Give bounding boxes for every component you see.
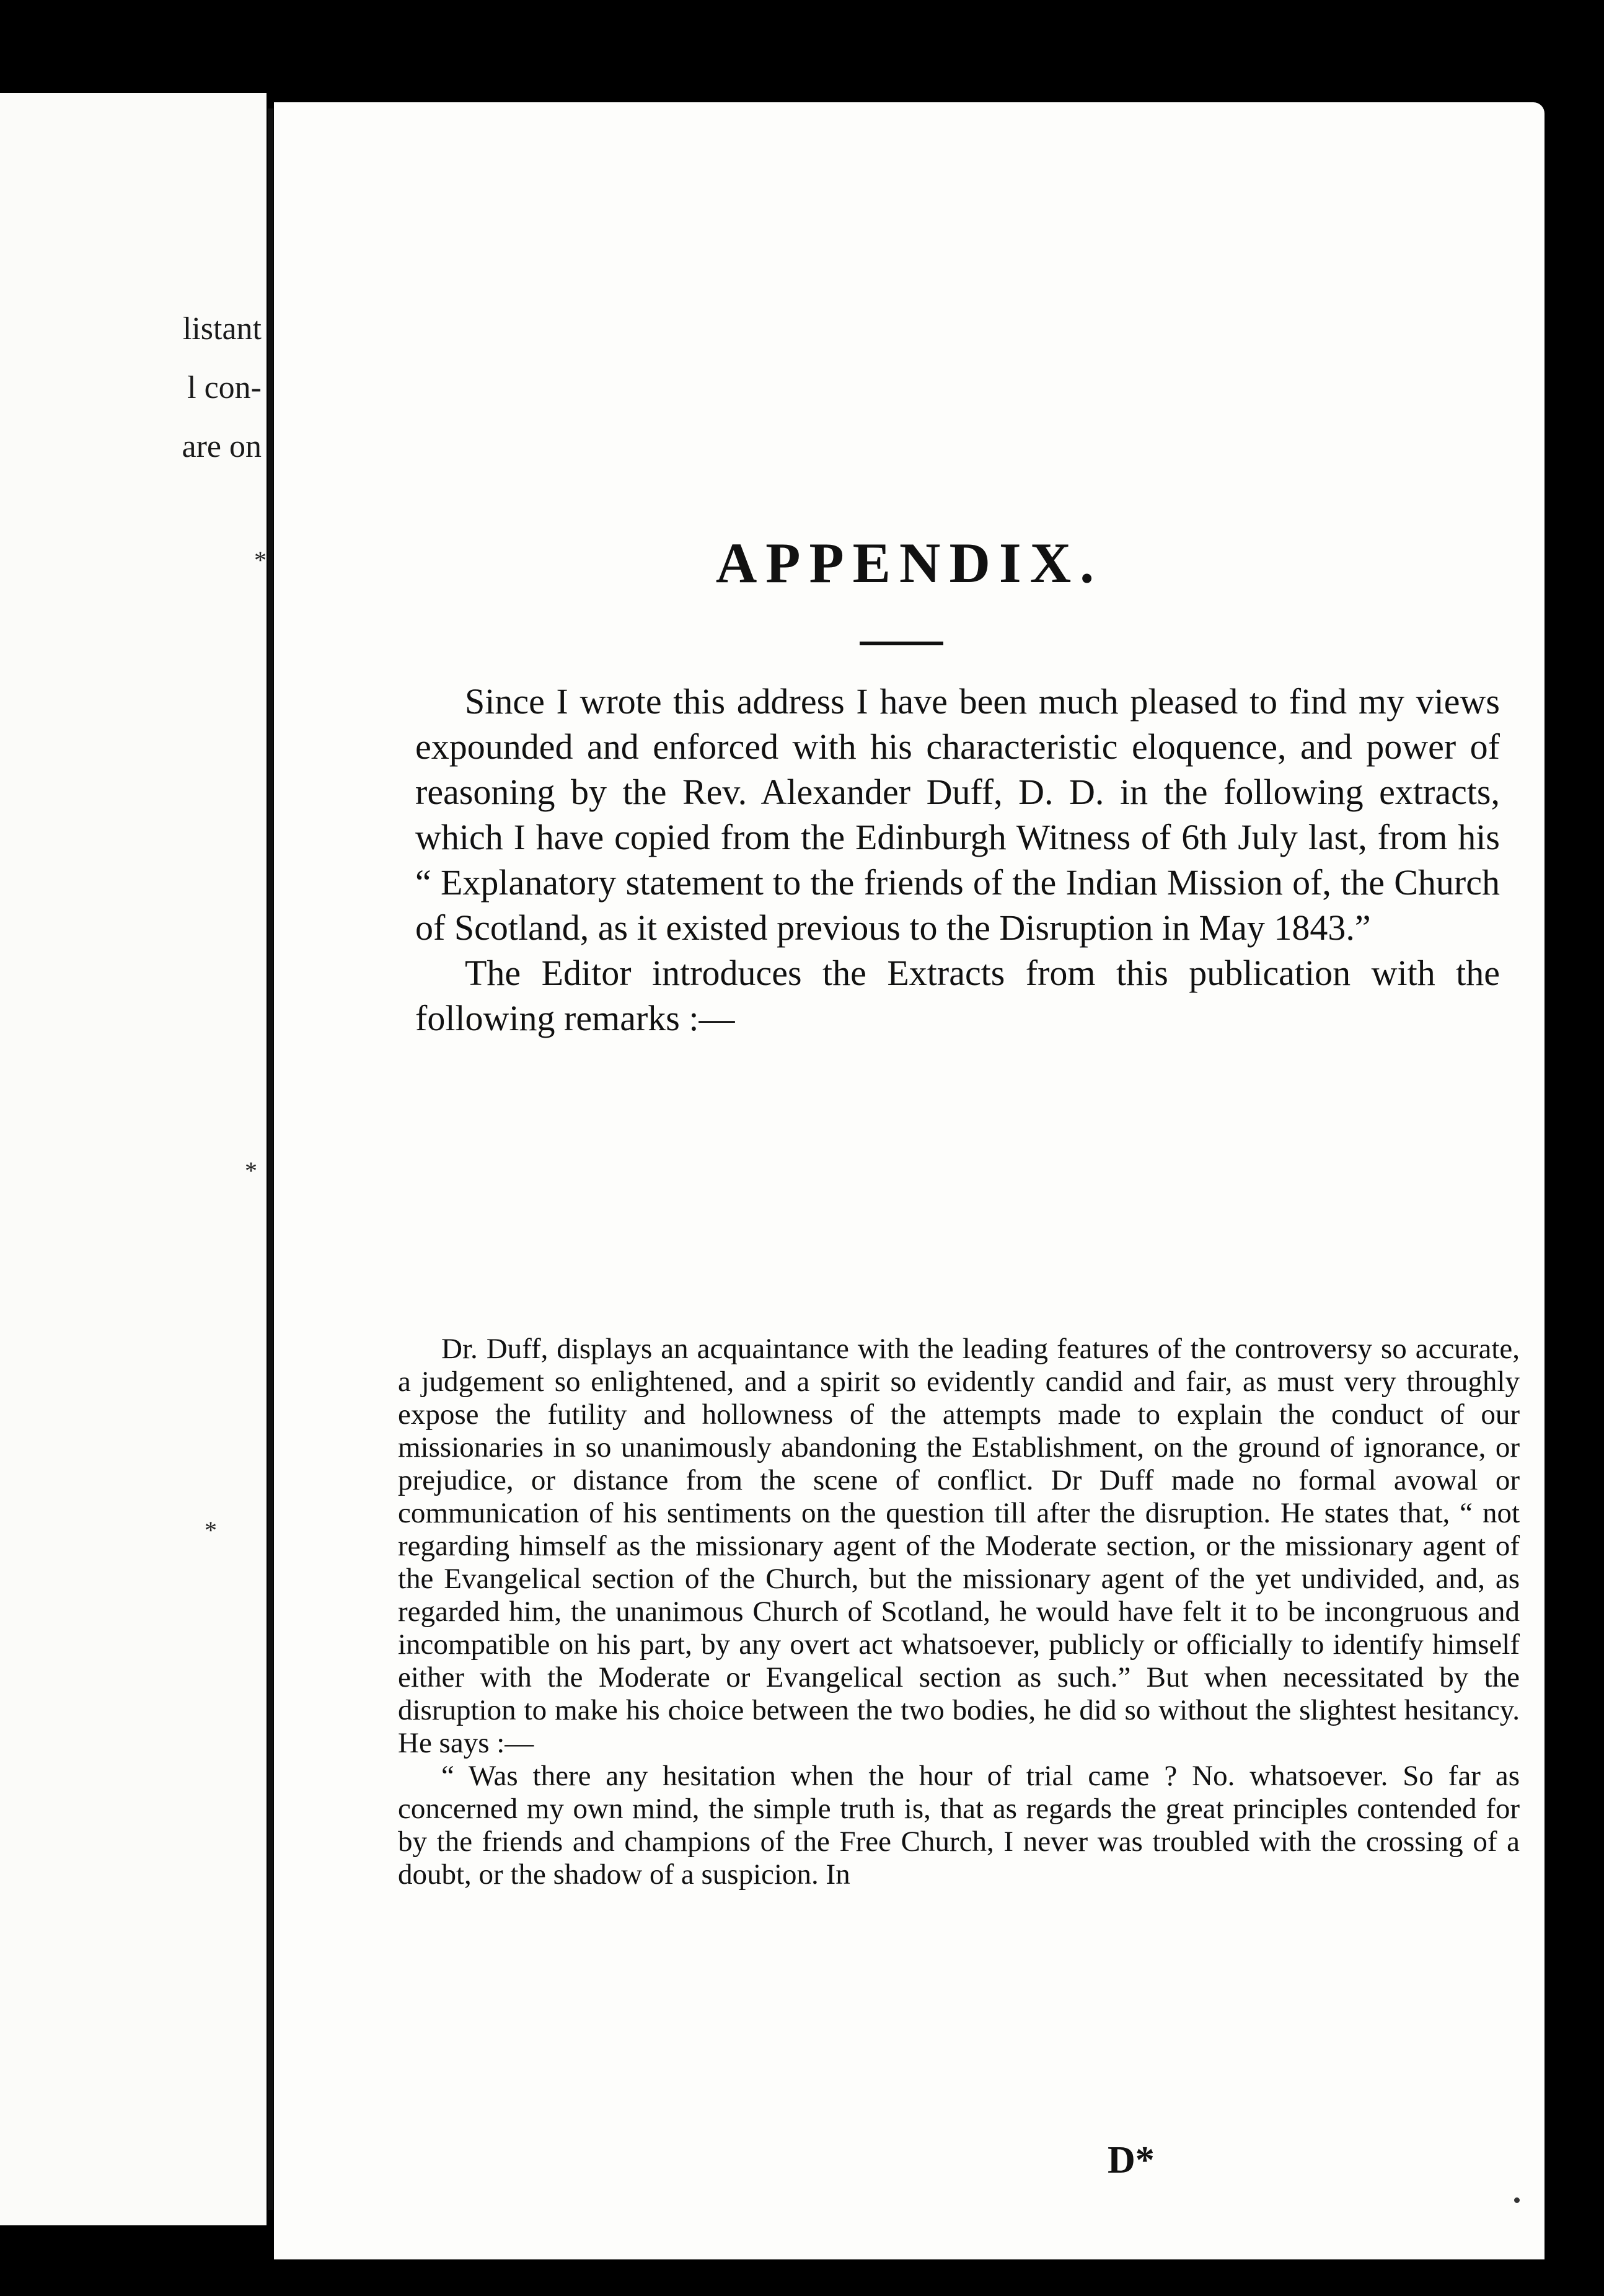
left-page-fragment: listant	[182, 311, 262, 347]
book-gutter	[268, 108, 273, 2210]
left-page	[0, 93, 267, 2225]
title-divider	[860, 642, 943, 645]
paragraph: The Editor introduces the Extracts from this publication with the following remarks :—	[415, 953, 1500, 1038]
gutter-mark: *	[245, 1157, 257, 1185]
page-title: APPENDIX.	[715, 531, 1103, 594]
quoted-extract	[398, 1333, 1520, 1891]
paper-speck	[1514, 2197, 1520, 2203]
signature-mark: D*	[1108, 2139, 1155, 2181]
gutter-mark: *	[254, 546, 267, 574]
paragraph: Since I wrote this address I have been much pleased to find my views expounded and enforced with his characteristic eloquence, and power of reasoning by the Rev. Alexander Duff, D. D. in the following extracts, which I have copied from the Edinburgh Witness of 6th July last, from his “ Explanatory statement to the friends of the Indian Mission of, the Church of Scotland, as it existed previous to the Disruption in May 1843.”	[415, 681, 1500, 948]
quote-paragraph: “ Was there any hesitation when the hour of trial came ? No. whatsoever. So far as concerned my own mind, the simple truth is, that as regards the great principles contended for by the friends and champions of the Free Church, I never was troubled with the crossing of a doubt, or the shadow of a suspicion. In	[398, 1760, 1520, 1891]
quote-paragraph: Dr. Duff, displays an acquaintance with the leading features of the controversy so accurate, a judgement so enlightened, and a spirit so evidently candid and fair, as must very throughly expose the futility and hollowness of the attempts made to explain the conduct of our missionaries in so unanimously abandoning the Establishment, on the ground of ignorance, or prejudice, or distance from the scene of conflict. Dr Duff made no formal avowal or communication of his sentiments on the question till after the disruption. He states that, “ not regarding himself as the missionary agent of the Moderate section, or the missionary agent of the Evangelical section of the Church, but the missionary agent of the yet undivided, and, as regarded him, the unanimous Church of Scotland, he would have felt it to be incongruous and incompatible on his part, by any overt act whatsoever, publicly or officially to identify himself either with the Moderate or Evangelical section as such.” But when necessitated by the disruption to make his choice between the two bodies, he did so without the slightest hesitancy. He says :—	[398, 1333, 1520, 1759]
right-page	[274, 102, 1545, 2259]
body-text	[415, 679, 1500, 1041]
gutter-mark: *	[205, 1516, 217, 1544]
left-page-fragment: are on	[182, 429, 262, 464]
left-page-fragment: l con-	[187, 370, 262, 405]
